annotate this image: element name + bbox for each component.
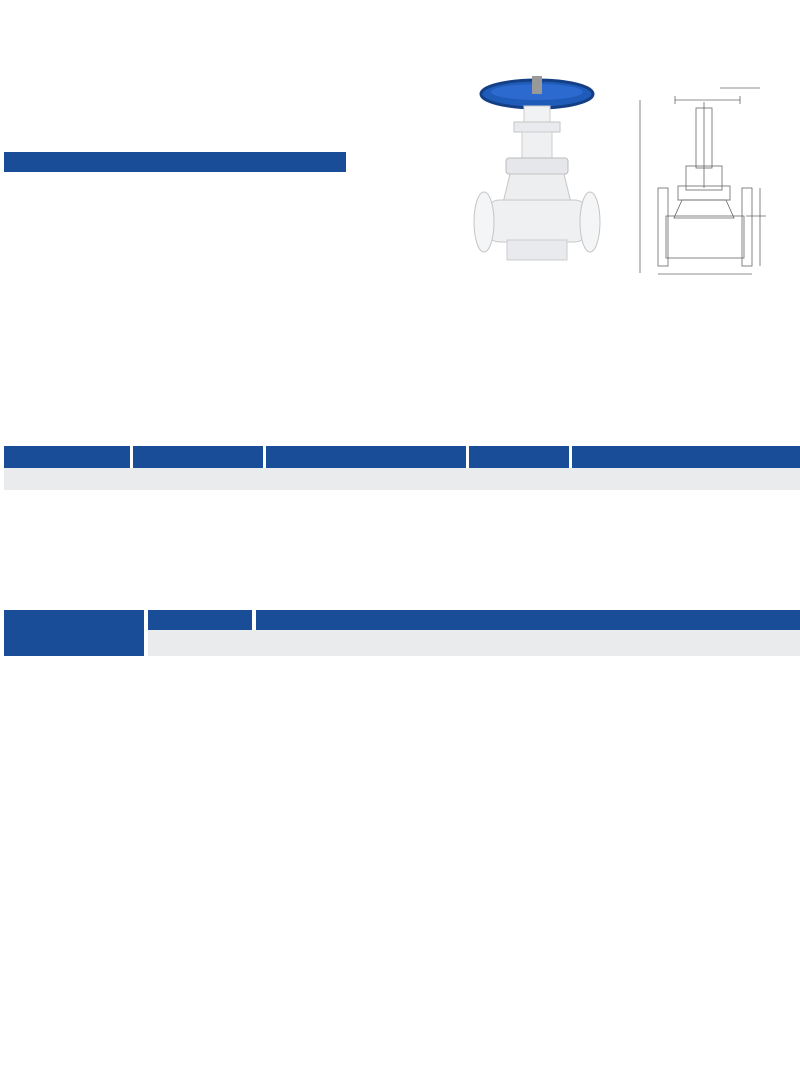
fh-temp bbox=[469, 446, 569, 468]
fh-medium bbox=[572, 446, 800, 468]
dh-model bbox=[4, 610, 144, 656]
dims-table bbox=[4, 610, 800, 656]
fsub-seal bbox=[363, 468, 467, 490]
fh-test bbox=[266, 446, 466, 468]
fh-nominal bbox=[133, 446, 263, 468]
function-header bbox=[4, 446, 800, 468]
dh-dn bbox=[148, 610, 252, 630]
dh-size bbox=[256, 610, 800, 630]
function-table bbox=[4, 446, 800, 490]
fh-model bbox=[4, 446, 130, 468]
fsub-strength bbox=[263, 468, 363, 490]
function-subheader bbox=[4, 468, 800, 490]
valve-photo bbox=[462, 72, 612, 302]
parts-table-header bbox=[4, 152, 346, 172]
valve-dimension-drawing bbox=[630, 78, 770, 308]
parts-table bbox=[4, 152, 346, 172]
